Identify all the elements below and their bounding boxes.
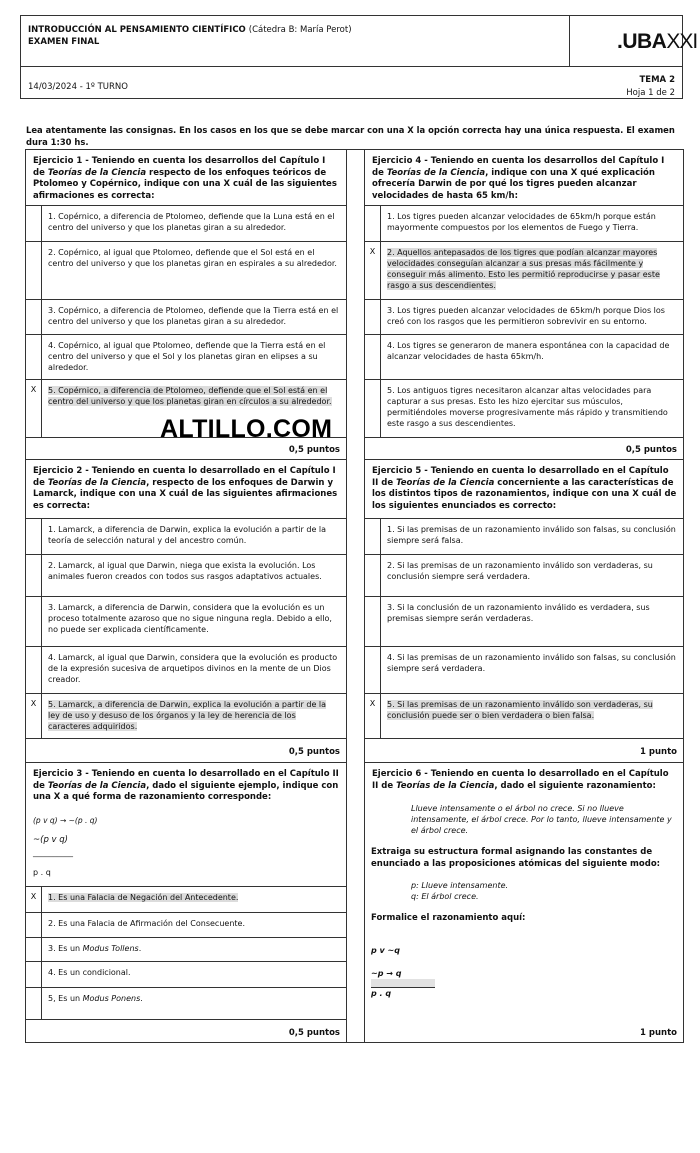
ej1-option-2: [26, 242, 346, 300]
option-text: 5. Los antiguos tigres necesitaron alcanzar altas velocidades para capturar a sus presas. Esto les hizo ejercitar sus músculos, permitiéndoles moverse progresivamente más rápido y transmitiendo este rasgo a sus descendientes.: [387, 386, 668, 428]
ej2-title: Ejercicio 2 - Teniendo en cuenta lo desarrollado en el Capítulo I de Teorías de la Ciencia, respecto de los enfoques de Darwin y Lamarck, indique con una X cuál de las siguientes afirmaciones es correcta:: [33, 466, 338, 511]
uba-xxi-logo: .UBAXXI: [617, 30, 698, 53]
altillo-watermark: ALTILLO.COM: [160, 415, 333, 443]
ej5-option-3: [365, 597, 683, 647]
answer-box[interactable]: [26, 242, 42, 299]
ej2-option-4: [26, 647, 346, 694]
option-text: 4. Si las premisas de un razonamiento inválido son falsas, su conclusión siempre será verdadera.: [387, 653, 676, 673]
ej4-option-1: [365, 206, 683, 242]
ej6-constant-q: q: El árbol crece.: [411, 892, 479, 901]
ej5-option-4: [365, 647, 683, 694]
option-text: 5. Si las premisas de un razonamiento inválido son verdaderas, su conclusión puede ser o bien verdadera o bien falsa.: [387, 700, 653, 720]
answer-box[interactable]: X: [26, 380, 42, 437]
ej4-footer: [365, 438, 683, 460]
catedra: (Cátedra B: María Perot): [248, 25, 352, 35]
option-text: 2. Es una Falacia de Afirmación del Consecuente.: [48, 919, 245, 928]
ej2-option-3: [26, 597, 346, 647]
ej4-option-3: [365, 300, 683, 335]
ej4-option-4: [365, 335, 683, 380]
ej1-option-1: [26, 206, 346, 242]
ej6-title: Ejercicio 6 - Teniendo en cuenta lo desarrollado en el Capítulo II de Teorías de la Ciencia, dado el siguiente razonamiento:: [372, 769, 669, 791]
answer-box[interactable]: [365, 206, 381, 241]
ej3-option-1: [26, 887, 346, 913]
ej1-points: 0,5 puntos: [288, 445, 340, 455]
answer-box[interactable]: [365, 647, 381, 693]
option-text: 1. Si las premisas de un razonamiento inválido son falsas, su conclusión siempre será falsa.: [387, 525, 676, 545]
option-text: 5, Es un Modus Ponens.: [48, 994, 143, 1003]
ej3-title: Ejercicio 3 - Teniendo en cuenta lo desarrollado en el Capítulo II de Teorías de la Ciencia, dado el siguiente ejemplo, indique con una X a qué forma de razonamiento corresponde:: [33, 769, 339, 802]
answer-box[interactable]: [365, 335, 381, 379]
ej4-option-2: [365, 242, 683, 300]
answer-box[interactable]: X: [26, 694, 42, 738]
ej6-formalize-label: Formalice el razonamiento aquí:: [371, 913, 526, 923]
option-text: 3. Lamarck, a diferencia de Darwin, considera que la evolución es un proceso totalmente azaroso que no sigue ninguna regla. Debido a ello, no puede ser explicada científicamente.: [48, 603, 332, 634]
ej2-option-5: [26, 694, 346, 739]
ej6-answer-premise-1: p v ~q: [371, 946, 400, 955]
header-divider-horizontal: [21, 66, 682, 67]
option-text: 3. Copérnico, a diferencia de Ptolomeo, defiende que la Tierra está en el centro del universo y que los planetas giran a su alrededor.: [48, 306, 339, 326]
ej5-header: [365, 460, 683, 519]
ej6-argument: Llueve intensamente o el árbol no crece. Si no llueve intensamente, el árbol crece. Por lo tanto, llueve intensamente y el árbol crece.: [411, 804, 672, 835]
ej4-points: 0,5 puntos: [625, 445, 677, 455]
ej5-option-1: [365, 519, 683, 555]
answer-box[interactable]: X: [26, 887, 42, 912]
answer-box[interactable]: [365, 300, 381, 334]
answer-box[interactable]: [26, 300, 42, 334]
option-text: 1. Lamarck, a diferencia de Darwin, explica la evolución a partir de la teoría de selección natural y del ancestro común.: [48, 525, 327, 545]
option-text: 3. Es un Modus Tollens.: [48, 944, 142, 953]
ej6-inference-line: [371, 979, 435, 988]
ej3-option-2: [26, 913, 346, 938]
ej2-points: 0,5 puntos: [288, 747, 340, 757]
ej6-constant-p: p: Llueve intensamente.: [411, 881, 509, 890]
ej4-option-5: [365, 380, 683, 438]
answer-box[interactable]: [365, 597, 381, 646]
answer-box[interactable]: [26, 555, 42, 596]
answer-box[interactable]: X: [365, 694, 381, 738]
ej5-points: 1 punto: [640, 747, 677, 757]
option-text: 5. Lamarck, a diferencia de Darwin, explica la evolución a partir de la ley de uso y desuso de los órganos y la ley de herencia de los caracteres adquiridos.: [48, 700, 327, 731]
answer-box[interactable]: [26, 913, 42, 937]
option-text: 3. Si la conclusión de un razonamiento inválido es verdadera, sus premisas siempre serán verdaderas.: [387, 603, 650, 623]
option-text: 1. Copérnico, a diferencia de Ptolomeo, defiende que la Luna está en el centro del universo y que los planetas giran a su alrededor.: [48, 212, 335, 232]
answer-box[interactable]: [26, 597, 42, 646]
course-title: [28, 24, 352, 48]
ej5-footer: [365, 739, 683, 763]
answer-box[interactable]: [26, 335, 42, 379]
ej6-answer-premise-2: ~p → q: [371, 969, 402, 978]
exam-type: EXAMEN FINAL: [28, 37, 100, 47]
option-text: 4. Es un condicional.: [48, 968, 131, 977]
answer-box[interactable]: [26, 938, 42, 961]
left-column: [25, 149, 347, 1043]
exam-date: 14/03/2024 - 1º TURNO: [28, 82, 128, 92]
right-column: [364, 149, 684, 1043]
course-name: INTRODUCCIÓN AL PENSAMIENTO CIENTÍFICO: [28, 25, 246, 35]
ej6-answer-conclusion: p . q: [371, 989, 392, 998]
option-text: 1. Es una Falacia de Negación del Antecedente.: [48, 893, 239, 902]
option-text: 4. Copérnico, al igual que Ptolomeo, defiende que la Tierra está en el centro del universo y que el Sol y los planetas giran en elipses a su alrededor.: [48, 341, 326, 372]
ej5-option-5: [365, 694, 683, 739]
option-text: 1. Los tigres pueden alcanzar velocidades de 65km/h porque están mayormente compuestos por los elementos de Fuego y Tierra.: [387, 212, 656, 232]
ej1-header: [26, 150, 346, 206]
option-text: 2. Si las premisas de un razonamiento inválido son verdaderas, su conclusión siempre será verdadera.: [387, 561, 653, 581]
ej5-option-2: [365, 555, 683, 597]
ej2-footer: [26, 739, 346, 763]
instructions: Lea atentamente las consignas. En los casos en los que se debe marcar con una X la opción correcta hay una única respuesta. El examen dura 1:30 hs.: [26, 125, 675, 147]
column-gutter: [347, 149, 364, 1043]
answer-box[interactable]: [365, 555, 381, 596]
option-text: 4. Lamarck, al igual que Darwin, considera que la evolución es producto de la expresión sucesiva de arquetipos divinos en la mente de un Dios creador.: [48, 653, 338, 684]
answer-box[interactable]: [365, 380, 381, 437]
ej3-conclusion: p . q: [33, 868, 51, 877]
ej2-header: [26, 460, 346, 519]
ej3-points: 0,5 puntos: [288, 1028, 340, 1038]
tema-label: TEMA 2: [639, 75, 675, 85]
ej6-points: 1 punto: [640, 1028, 677, 1038]
option-text: 3. Los tigres pueden alcanzar velocidades de 65km/h porque Dios los creó con los rasgos que les permitieron sobrevivir en su entorno.: [387, 306, 665, 326]
ej3-option-4: [26, 962, 346, 988]
header-divider-vertical: [569, 16, 570, 66]
answer-box[interactable]: [26, 647, 42, 693]
ej4-title: Ejercicio 4 - Teniendo en cuenta los desarrollos del Capítulo I de Teorías de la Ciencia, indique con una X qué explicación ofrecería Darwin de por qué los tigres pueden alcanzar velocidades de hasta 65 km/h:: [372, 156, 665, 201]
ej3-inference-line: __________: [33, 848, 73, 857]
ej6-extract-instruction: Extraiga su estructura formal asignando las constantes de enunciado a las proposiciones atómicas del siguiente modo:: [371, 847, 661, 869]
answer-box[interactable]: [26, 962, 42, 987]
ej2-option-1: [26, 519, 346, 555]
ej2-option-2: [26, 555, 346, 597]
answer-box[interactable]: [26, 988, 42, 1019]
option-text: 2. Lamarck, al igual que Darwin, niega que exista la evolución. Los animales fueron creados con todos sus rasgos adaptativos actuales.: [48, 561, 322, 581]
ej3-premise-1: (p v q) → ~(p . q): [33, 816, 98, 825]
option-text: 2. Aquellos antepasados de los tigres que podían alcanzar mayores velocidades conseguían alcanzar a sus presas más fácilmente y conseguir más alimento. Esto les permitió reproducirse y pasar este rasgo a sus descendientes.: [387, 248, 660, 290]
ej1-option-3: [26, 300, 346, 335]
answer-box[interactable]: [26, 519, 42, 554]
ej4-header: [365, 150, 683, 206]
exam-header: [20, 15, 698, 99]
ej5-title: Ejercicio 5 - Teniendo en cuenta lo desarrollado en el Capítulo II de Teorías de la Ciencia concerniente a las características de los distintos tipos de razonamientos, indique con una X cuál de los siguientes enunciados es correcto:: [372, 466, 677, 511]
answer-box[interactable]: X: [365, 242, 381, 299]
option-text: 4. Los tigres se generaron de manera espontánea con la capacidad de alcanzar velocidades de hasta 65km/h.: [387, 341, 670, 361]
ej3-premise-2: ~(p v q): [33, 835, 68, 845]
ej1-title: Ejercicio 1 - Teniendo en cuenta los desarrollos del Capítulo I de Teorías de la Ciencia respecto de los enfoques teóricos de Ptolomeo y Copérnico, indique con una X cuál de las siguientes afirmaciones es correcta:: [33, 156, 337, 201]
option-text: 2. Copérnico, al igual que Ptolomeo, defiende que el Sol está en el centro del universo y que los planetas giran en espirales a su alrededor.: [48, 248, 337, 268]
option-text: 5. Copérnico, a diferencia de Ptolomeo, defiende que el Sol está en el centro del universo y que los planetas giran en círculos a su alrededor.: [48, 386, 332, 406]
answer-box[interactable]: [26, 206, 42, 241]
ej3-header: [26, 763, 346, 887]
answer-box[interactable]: [365, 519, 381, 554]
ej1-option-4: [26, 335, 346, 380]
page-number: Hoja 1 de 2: [626, 88, 675, 98]
ej3-option-5: [26, 988, 346, 1020]
ej3-option-3: [26, 938, 346, 962]
